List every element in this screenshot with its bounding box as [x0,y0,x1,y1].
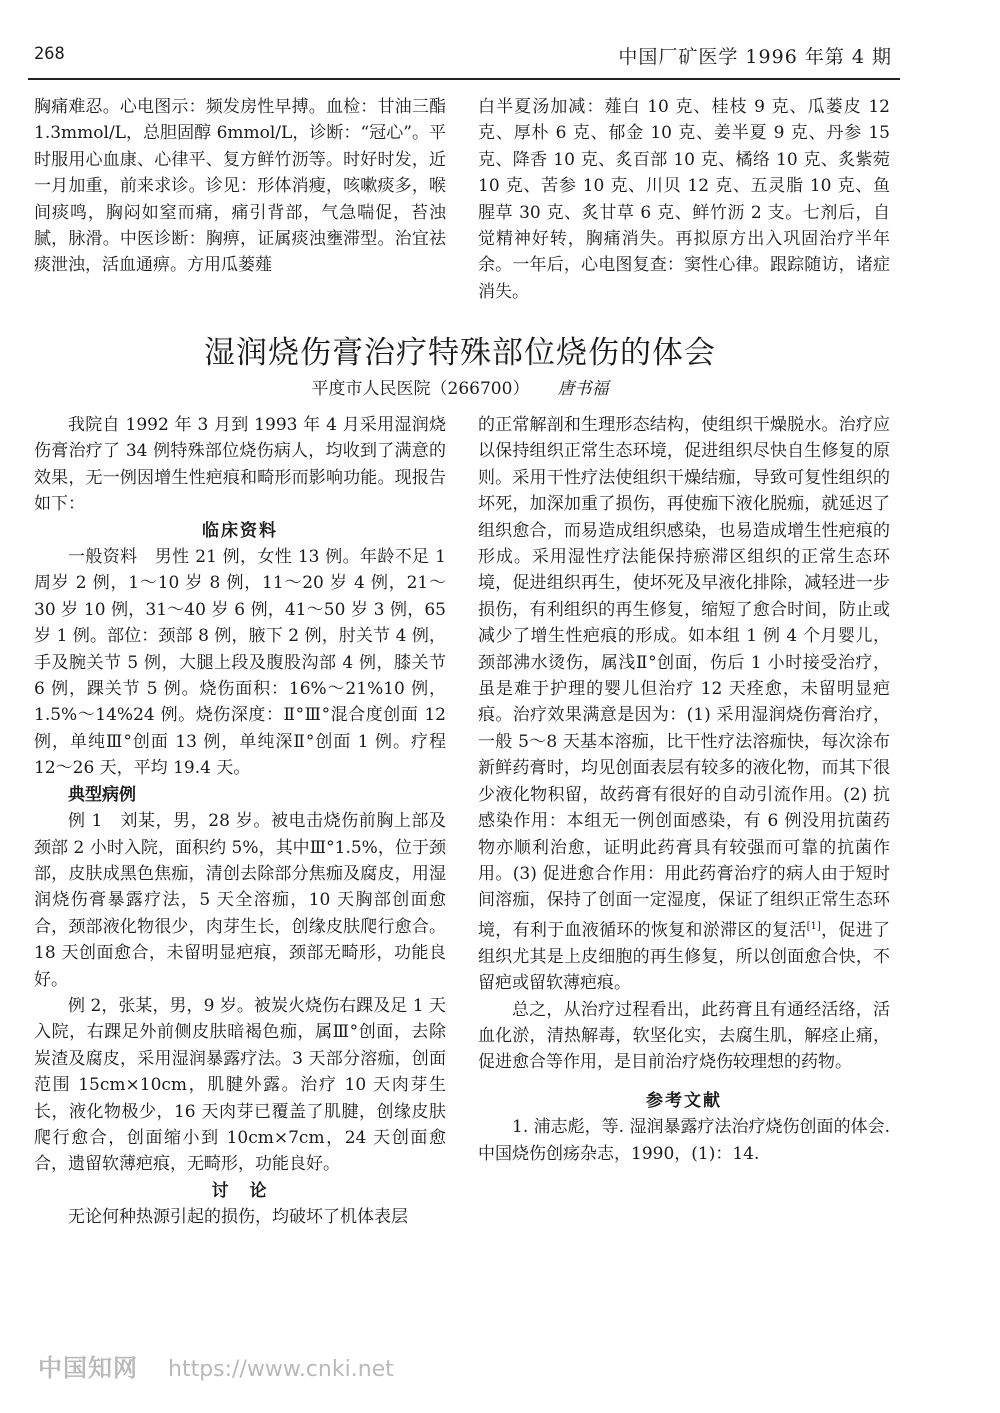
affiliation: 平度市人民医院（266700） [311,379,530,399]
article-left-column [34,412,446,1322]
article-right-column [478,412,890,1242]
discussion-start: 无论何种热源引起的损伤，均破坏了机体表层 [68,1207,408,1228]
typical-cases-heading: 典型病例 [68,784,136,805]
general-info-paragraph: 一般资料 男性 21 例，女性 13 例。年龄不足 1 周岁 2 例，1～10 岁 8 例，11～20 岁 4 例，21～30 岁 10 例，31～40 岁 6 例，41～50 岁 3 例，65 岁 1 例。部位：颈部 8 例，腋下 2 例，肘关节 4 例，手及腕关节 5 例，大腿上段及腹股沟部 4 例，膝关节 6 例，踝关节 5 例。烧伤面积：16%～21%10 例，1.5%～14%24 例。烧伤深度：Ⅱ°Ⅲ°混合度创面 12 例，单纯Ⅲ°创面 13 例，单纯深Ⅱ°创面 1 例。疗程 12～26 天，平均 19.4 天。 [34,547,446,779]
previous-article-text-right: 白半夏汤加减：薤白 10 克、桂枝 9 克、瓜蒌皮 12 克、厚朴 6 克、郁金 10 克、姜半夏 9 克、丹参 15 克、降香 10 克、炙百部 10 克、橘络 10 克、炙紫菀 10 克、苦参 10 克、川贝 12 克、五灵脂 10 克、鱼腥草 30 克、炙甘草 6 克、鲜竹沥 2 支。七剂后，自觉精神好转，胸痛消失。再拟原方出入巩固治疗半年余。一年后，心电图复查：窦性心律。跟踪随访，诸症消失。 [478,97,890,302]
case-1-paragraph: 例 1 刘某，男，28 岁。被电击烧伤前胸上部及颈部 2 小时入院，面积约 5%，其中Ⅲ°1.5%，位于颈部，皮肤成黑色焦痂，清创去除部分焦痂及腐皮，用湿润烧伤膏暴露疗法，5 天全溶痂，10 天胸部创面愈合，颈部液化物很少，肉芽生长，创缘皮肤爬行愈合。18 天创面愈合，未留明显疤痕，颈部无畸形，功能良好。 [34,811,446,990]
case-2-paragraph: 例 2，张某，男，9 岁。被炭火烧伤右踝及足 1 天入院，右踝足外前侧皮肤暗褐色痂，属Ⅲ°创面，去除炭渣及腐皮，采用湿润暴露疗法。3 天部分溶痂，创面范围 15cm×10cm，肌腱外露。治疗 10 天肉芽生长，液化物极少，16 天肉芽已覆盖了肌腱，创缘皮肤爬行愈合，创面缩小到 10cm×7cm，24 天创面愈合，遗留软薄疤痕，无畸形，功能良好。 [34,995,446,1175]
previous-article-text-left: 胸痛难忍。心电图示：频发房性早搏。血检：甘油三酯 1.3mmol/L，总胆固醇 6mmol/L，诊断：“冠心”。平时服用心血康、心律平、复方鲜竹沥等。时好时发，近一月加重，前来求诊。诊见：形体消瘦，咳嗽痰多，喉间痰鸣，胸闷如窒而痛，痛引背部，气急喘促，苔浊腻，脉滑。中医诊断：胸痹，证属痰浊壅滞型。治宜祛痰泄浊，活血通痹。方用瓜蒌薤 [34,97,446,276]
discussion-continued: 的正常解剖和生理形态结构，使组织干燥脱水。治疗应以保持组织正常生态环境，促进组织尽快自生修复的原则。采用干性疗法使组织干燥结痂，导致可复性组织的坏死，加深加重了损伤，再使痂下液化脱痂，就延迟了组织愈合，而易造成组织感染，也易造成增生性疤痕的形成。采用湿性疗法能保持瘀滞区组织的正常生态环境，促进组织再生，使坏死及早液化排除，减轻进一步损伤，有利组织的再生修复，缩短了愈合时间，防止或减少了增生性疤痕的形成。如本组 1 例 4 个月婴儿，颈部沸水烫伤，属浅Ⅱ°创面，伤后 1 小时接受治疗，虽是难于护理的婴儿但治疗 12 天痊愈，未留明显疤痕。治疗效果满意是因为：(1) 采用湿润烧伤膏治疗，一般 5～8 天基本溶痂，比干性疗法溶痂快，每次涂布新鲜药膏时，均见创面表层有较多的液化物，而其下很少液化物积留，故药膏有很好的自动引流作用。(2) 抗感染作用：本组无一例创面感染，有 6 例没用抗菌药物亦顺利治愈，证明此药膏具有较强而可靠的抗菌作用。(3) 促进愈合作用：用此药膏治疗的病人由于短时间溶痂，保持了创面一定湿度，保证了组织正常生态环境，有利于血液循环的恢复和淤滞区的复活 [478,415,890,941]
cnki-watermark [38,1348,478,1382]
references-heading: 参考文献 [646,1090,722,1111]
discussion-paragraph [478,412,890,997]
article-title: 湿润烧伤膏治疗特殊部位烧伤的体会 [204,335,716,371]
header-rule [28,78,900,80]
cnki-logo: 中国知网 [38,1354,138,1382]
section-heading-discussion: 讨 论 [211,1180,269,1201]
conclusion-paragraph: 总之，从治疗过程看出，此药膏且有通经活络，活血化淤，清热解毒，软坚化实，去腐生肌，解痉止痛，促进愈合等作用，是目前治疗烧伤较理想的药物。 [478,999,890,1073]
cnki-url: https://www.cnki.net [168,1357,394,1382]
author: 唐书福 [557,379,609,399]
page-number: 268 [34,44,65,64]
previous-article-left-column [34,94,446,279]
citation-mark: [1] [806,920,821,932]
reference-item-1: 1. 浦志彪，等. 湿润暴露疗法治疗烧伤创面的体会. 中国烧伤创疡杂志，1990，(1)：14. [478,1117,890,1164]
previous-article-right-column [478,94,890,305]
section-heading-clinical: 临床资料 [202,520,278,541]
journal-info: 中国厂矿医学 1996 年第 4 期 [618,46,892,68]
intro-paragraph: 我院自 1992 年 3 月到 1993 年 4 月采用湿润烧伤膏治疗了 34 例特殊部位烧伤病人，均收到了满意的效果，无一例因增生性疤痕和畸形而影响功能。现报告如下： [34,415,446,515]
affiliation-line [0,374,920,399]
discussion-tail: ，促进了组织尤其是上皮细胞的再生修复，所以创面愈合快，不留疤或留软薄疤痕。 [478,920,890,994]
